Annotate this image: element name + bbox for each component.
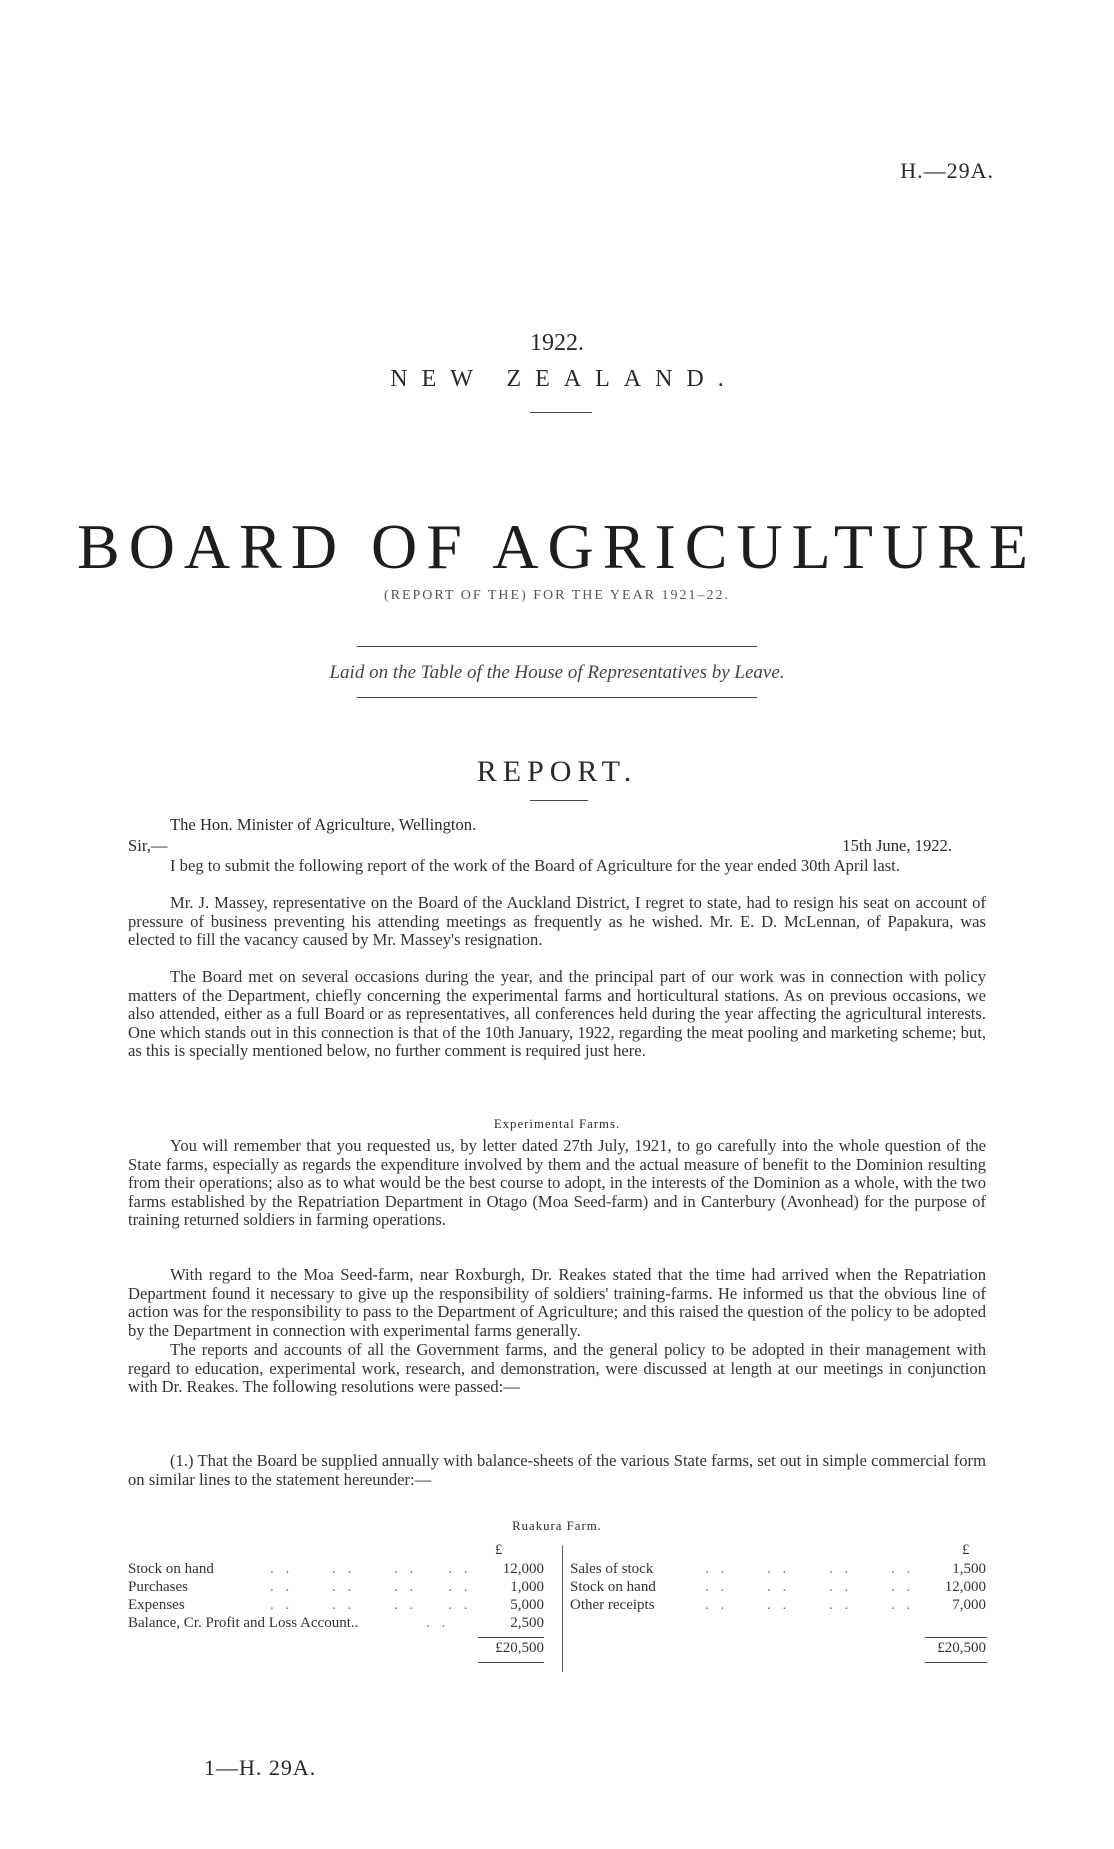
account-row-amount: 1,000 — [510, 1579, 544, 1595]
account-row-label: Balance, Cr. Profit and Loss Account.. — [128, 1615, 359, 1631]
leader-dots: . . . . . . . . — [270, 1597, 472, 1613]
paragraph-resolution-1: (1.) That the Board be supplied annually with balance-sheets of the various State farms, set out in simple commercial form on similar lines to the statement hereunder:— — [128, 1451, 986, 1489]
total-rule — [925, 1662, 987, 1663]
paragraph-intro: I beg to submit the following report of the work of the Board of Agriculture for the year ended 30th April last. — [170, 856, 900, 875]
account-row-amount: 2,500 — [510, 1615, 544, 1631]
page-subtitle: (REPORT OF THE) FOR THE YEAR 1921–22. — [383, 588, 731, 603]
currency-symbol: £ — [495, 1542, 503, 1558]
currency-symbol: £ — [962, 1542, 970, 1558]
account-row-label: Stock on hand — [570, 1579, 656, 1595]
leader-dots: . . . . . . . . — [705, 1597, 915, 1613]
total-rule — [478, 1637, 544, 1638]
account-row-label: Stock on hand — [128, 1561, 214, 1577]
page-title: BOARD OF AGRICULTURE — [77, 511, 1037, 582]
leader-dots: . . . . . . . . — [270, 1579, 472, 1595]
salutation: Sir,— — [128, 836, 168, 855]
total-rule — [478, 1662, 544, 1663]
account-row-label: Purchases — [128, 1579, 188, 1595]
account-row-label: Sales of stock — [570, 1561, 654, 1577]
account-heading: Ruakura Farm. — [512, 1519, 602, 1533]
paragraph-state-farms: You will remember that you requested us, by letter dated 27th July, 1921, to go carefully into the whole question of the State farms, especially as regards the expenditure involved by them and the actual measure of benefit to the Dominion resulting from their operations; also as to what would be the best course to adopt, in the interests of the Dominion as a whole, with the two farms established by the Repatriation Department in Otago (Moa Seed-farm) and in Canterbury (Avonhead) for the purpose of training returned soldiers in farming operations. — [128, 1136, 986, 1230]
leader-dots: . . — [426, 1615, 450, 1631]
divider — [357, 646, 757, 647]
account-row-amount: 12,000 — [944, 1579, 986, 1595]
paragraph-reports-accounts: The reports and accounts of all the Government farms, and the general policy to be adopted in their management with regard to education, experimental work, research, and demonstration, were discussed at length at our meetings in conjunction with Dr. Reakes. The following resolutions were passed:— — [128, 1340, 986, 1397]
total-rule — [925, 1637, 987, 1638]
addressee: The Hon. Minister of Agriculture, Wellington. — [170, 815, 477, 834]
account-total: £20,500 — [937, 1640, 986, 1656]
letter-date: 15th June, 1922. — [842, 836, 952, 855]
document-year: 1922. — [530, 330, 584, 356]
page-folio: 1—H. 29A. — [204, 1755, 317, 1780]
account-total: £20,500 — [495, 1640, 544, 1656]
document-reference: H.—29A. — [900, 158, 994, 183]
leader-dots: . . . . . . . . — [705, 1579, 915, 1595]
account-row-label: Expenses — [128, 1597, 185, 1613]
paragraph-meetings: The Board met on several occasions during the year, and the principal part of our work was in connection with policy matters of the Department, chiefly concerning the experimental farms and horticultural stations. As on previous occasions, we also attended, either as a full Board or as representatives, all conferences held during the year affecting the agricultural interests. One which stands out in this connection is that of the 10th January, 1922, regarding the meat pooling and marketing scheme; but, as this is specially mentioned below, no further comment is required just here. — [128, 967, 986, 1061]
divider — [530, 412, 592, 413]
account-row-amount: 1,500 — [952, 1561, 986, 1577]
section-heading-experimental-farms: Experimental Farms. — [493, 1117, 621, 1131]
account-row-amount: 7,000 — [952, 1597, 986, 1613]
account-divider — [562, 1545, 563, 1672]
leader-dots: . . . . . . . . — [270, 1561, 472, 1577]
paragraph-massey: Mr. J. Massey, representative on the Board of the Auckland District, I regret to state, had to resign his seat on account of pressure of business preventing his attending meetings as frequently as he wished. Mr. E. D. McLennan, of Papakura, was elected to fill the vacancy caused by Mr. Massey's resignation. — [128, 893, 986, 950]
account-row-label: Other receipts — [570, 1597, 655, 1613]
paragraph-moa-seed-farm: With regard to the Moa Seed-farm, near Roxburgh, Dr. Reakes stated that the time had arrived when the Repatriation Department found it necessary to give up the responsibility of soldiers' training-farms. He informed us that the obvious line of action was for the responsibility to pass to the Department of Agriculture; and this raised the question of the policy to be adopted by the Department in connection with experimental farms generally. — [128, 1265, 986, 1340]
laid-on-table-note: Laid on the Table of the House of Representatives by Leave. — [329, 662, 785, 683]
divider — [530, 800, 588, 801]
country-heading: NEW ZEALAND. — [390, 366, 738, 392]
divider — [357, 697, 757, 698]
report-heading: REPORT. — [476, 755, 638, 788]
leader-dots: . . . . . . . . — [705, 1561, 915, 1577]
account-row-amount: 5,000 — [510, 1597, 544, 1613]
account-row-amount: 12,000 — [502, 1561, 544, 1577]
